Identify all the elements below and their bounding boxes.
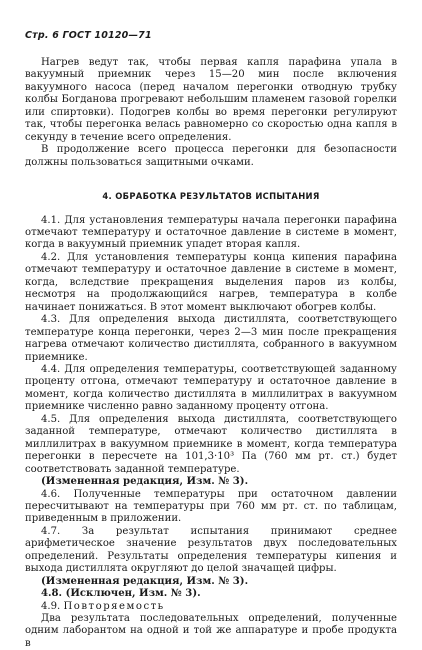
paragraph-heating: Нагрев ведут так, чтобы первая капля парафина упала в вакуумный приемник через 15—20 мин после включения вакуумного насоса (перед началом перегонки отводную трубку колбы Богданова прогревают небольшим пламенем газовой горелки или спиртовки). Подогрев колбы во время перегонки регулируют так, чтобы перегонка велась равномерно со скоростью одна капля в секунду в течение всего определения. — [25, 57, 397, 143]
edit-note-1: (Измененная редакция, Изм. № 3). — [41, 476, 249, 488]
paragraph-4-8: 4.8. (Исключен, Изм. № 3). — [41, 588, 201, 600]
section-title: 4. ОБРАБОТКА РЕЗУЛЬТАТОВ ИСПЫТАНИЯ — [102, 191, 320, 202]
paragraph-4-7: 4.7. За результат испытания принимают среднее арифметическое значение результатов двух последовательных определений. Результаты определения температуры кипения и выхода дистиллята округляют до целой значащей цифры. — [25, 525, 397, 575]
document-body — [25, 57, 397, 650]
paragraph-4-9 — [25, 601, 397, 613]
edit-note-2: (Измененная редакция, Изм. № 3). — [41, 575, 249, 587]
page-header: Стр. 6 ГОСТ 10120—71 — [25, 30, 152, 41]
paragraph-4-9-heading: Повторяемость — [63, 600, 165, 612]
paragraph-4-1: 4.1. Для установления температуры начала перегонки парафина отмечают температуру и остаточное давление в системе в момент, когда в вакуумный приемник упадет вторая капля. — [25, 214, 397, 251]
paragraph-4-4: 4.4. Для определения температуры, соответствующей заданному проценту отгона, отмечают температуру и остаточное давление в момент, когда количество дистиллята в миллилитрах в вакуумном приемнике численно равно заданному проценту отгона. — [25, 363, 397, 413]
paragraph-repeatability: Два результата последовательных определений, полученные одним лаборантом на одной и той же аппаратуре и пробе продукта в — [25, 613, 397, 649]
paragraph-4-5: 4.5. Для определения выхода дистиллята, соответствующего заданной температуре, отмечают количество дистиллята в миллилитрах в вакуумном приемнике в момент, когда температура перегонки в пересчете на 101,3·10³ Па (760 мм рт. ст.) будет соответствовать заданной температуре. — [25, 413, 397, 475]
paragraph-4-9-number: 4.9. — [41, 600, 61, 612]
paragraph-4-2: 4.2. Для установления температуры конца кипения парафина отмечают температуру и остаточное давление в системе в момент, когда, вследствие прекращения выделения паров из колбы, несмотря на продолжающийся нагрев, температура в колбе начинает понижаться. В этот момент выключают обогрев колбы. — [25, 251, 397, 313]
paragraph-4-6: 4.6. Полученные температуры при остаточном давлении пересчитывают на температуры при 760 мм рт. ст. по таблицам, приведенным в приложении. — [25, 488, 397, 525]
paragraph-4-3: 4.3. Для определения выхода дистиллята, соответствующего температуре конца перегонки, через 2—3 мин после прекращения нагрева отмечают количество дистиллята, собранного в вакуумном приемнике. — [25, 314, 397, 363]
paragraph-safety: В продолжение всего процесса перегонки для безопасности должны пользоваться защитными очками. — [25, 144, 397, 168]
